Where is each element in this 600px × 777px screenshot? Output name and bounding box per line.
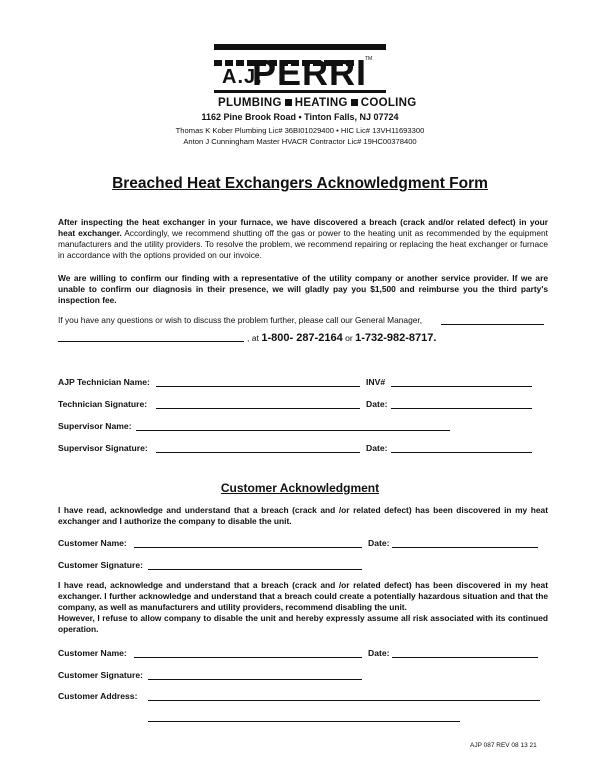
customer-signature-label-2: Customer Signature: bbox=[58, 670, 143, 680]
technician-date-label: Date: bbox=[366, 399, 388, 409]
tagline-heating: HEATING bbox=[294, 97, 348, 109]
square-bullet-icon bbox=[285, 99, 292, 106]
form-revision-code: AJP 087 REV 08 13 21 bbox=[470, 742, 537, 749]
customer-signature-field-1[interactable] bbox=[148, 569, 362, 570]
confirm-paragraph: We are willing to confirm our finding with a representative of the utility company or another service provider. If we are unable to confirm our diagnosis in their presence, we will gladly pay you $1,500 and reimburse you the third party's inspection fee. bbox=[58, 273, 548, 305]
inv-field[interactable] bbox=[391, 386, 532, 387]
questions-text: If you have any questions or wish to discuss the problem further, please call our General Manager, bbox=[58, 315, 423, 325]
general-manager-name-field[interactable] bbox=[441, 324, 544, 325]
logo-aj: A.J. bbox=[222, 66, 263, 88]
customer-date-field-2[interactable] bbox=[392, 657, 538, 658]
supervisor-date-label: Date: bbox=[366, 443, 388, 453]
phone-number-1: 1-800- 287-2164 bbox=[261, 332, 343, 344]
general-manager-name-field-continued[interactable] bbox=[58, 341, 244, 342]
customer-acknowledgment-title: Customer Acknowledgment bbox=[220, 481, 380, 495]
logo-trademark: TM bbox=[365, 56, 373, 62]
phone-line bbox=[247, 332, 436, 344]
company-tagline bbox=[218, 97, 417, 109]
customer-address-field-continued[interactable] bbox=[148, 721, 460, 722]
phone-number-2: 1-732-982-8717. bbox=[355, 332, 437, 344]
customer-name-label-1: Customer Name: bbox=[58, 538, 127, 548]
inv-label: INV# bbox=[366, 377, 386, 387]
technician-date-field[interactable] bbox=[391, 408, 532, 409]
logo-perri: PERRI bbox=[252, 52, 368, 93]
customer-name-label-2: Customer Name: bbox=[58, 648, 127, 658]
license-line-1: Thomas K Kober Plumbing Lic# 36BI01029400 • HIC Lic# 13VH11693300 bbox=[175, 126, 425, 135]
square-bullet-icon bbox=[351, 99, 358, 106]
ack-2-text: I have read, acknowledge and understand that a breach (crack and /or related defect) has been discovered in my heat exchanger. I further acknowledge and understand that a breach could create a potentially hazardous situation and that the company, as well as manufacturers and utility providers, recommend disabling the unit. bbox=[58, 580, 548, 612]
customer-date-label-2: Date: bbox=[368, 648, 390, 658]
technician-signature-label: Technician Signature: bbox=[58, 399, 148, 409]
intro-text: Accordingly, we recommend shutting off the gas or power to the heating unit as recommended by the equipment manufacturers and the utility providers. To resolve the problem, we recommend repairing or replacing the heat exchanger or furnace in accordance with the options provided on our invoice. bbox=[58, 228, 548, 260]
supervisor-name-label: Supervisor Name: bbox=[58, 421, 132, 431]
technician-signature-field[interactable] bbox=[156, 408, 360, 409]
technician-name-field[interactable] bbox=[156, 386, 360, 387]
phone-prefix: , at bbox=[247, 333, 262, 343]
customer-signature-label-1: Customer Signature: bbox=[58, 560, 143, 570]
supervisor-signature-label: Supervisor Signature: bbox=[58, 443, 148, 453]
acknowledgment-paragraph-2 bbox=[58, 580, 548, 635]
customer-name-field-2[interactable] bbox=[134, 657, 362, 658]
customer-name-field-1[interactable] bbox=[134, 547, 362, 548]
acknowledgment-paragraph-1: I have read, acknowledge and understand that a breach (crack and /or related defect) has been discovered in my heat exchanger and I authorize the company to disable the unit. bbox=[58, 505, 548, 526]
phone-or: or bbox=[342, 333, 356, 343]
customer-address-label: Customer Address: bbox=[58, 691, 138, 701]
ack-2-however-text: However, I refuse to allow company to disable the unit and hereby expressly assume all risk associated with its continued operation. bbox=[58, 613, 548, 634]
company-address: 1162 Pine Brook Road • Tinton Falls, NJ 07724 bbox=[201, 112, 399, 122]
tagline-cooling: COOLING bbox=[360, 97, 417, 109]
technician-name-label: AJP Technician Name: bbox=[58, 377, 150, 387]
logo-top-bar bbox=[214, 44, 386, 50]
intro-paragraph bbox=[58, 217, 548, 261]
supervisor-date-field[interactable] bbox=[391, 452, 532, 453]
customer-signature-field-2[interactable] bbox=[148, 679, 362, 680]
form-title: Breached Heat Exchangers Acknowledgment Form bbox=[112, 175, 488, 192]
customer-address-field[interactable] bbox=[148, 700, 540, 701]
tagline-plumbing: PLUMBING bbox=[218, 97, 282, 109]
customer-date-field-1[interactable] bbox=[392, 547, 538, 548]
license-line-2: Anton J Cunningham Master HVACR Contractor Lic# 19HC00378400 bbox=[183, 137, 417, 146]
intro-bold-text: After inspecting the heat exchanger in your furnace, we have discovered a breach (crack and/or related defect) in your heat exchanger. bbox=[58, 217, 548, 238]
supervisor-signature-field[interactable] bbox=[156, 452, 360, 453]
customer-date-label-1: Date: bbox=[368, 538, 390, 548]
supervisor-name-field[interactable] bbox=[136, 430, 450, 431]
